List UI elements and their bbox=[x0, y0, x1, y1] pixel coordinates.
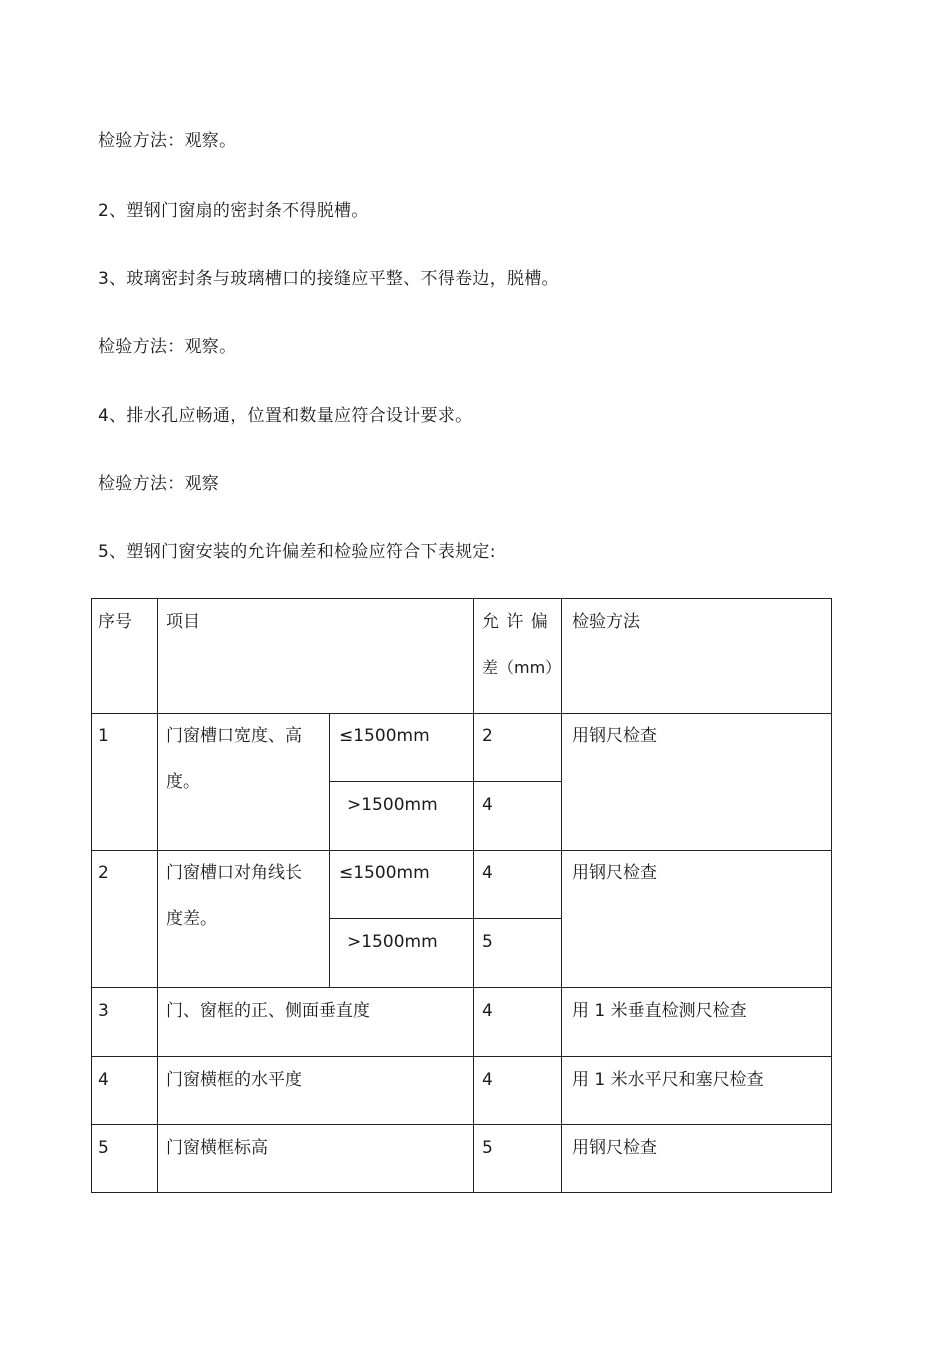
row1-seq: 1 bbox=[98, 726, 109, 746]
row5-method: 用钢尺检查 bbox=[572, 1138, 657, 1158]
header-tolerance-line1: 允 许 偏 bbox=[482, 612, 549, 632]
tolerance-table bbox=[91, 598, 832, 1193]
row2-seq: 2 bbox=[98, 863, 109, 883]
row4-tolerance: 4 bbox=[482, 1070, 493, 1090]
paragraph-item-2: 2、塑钢门窗扇的密封条不得脱槽。 bbox=[98, 201, 369, 221]
header-item: 项目 bbox=[166, 612, 200, 632]
range-column-divider bbox=[329, 713, 330, 987]
paragraph-item-3: 3、玻璃密封条与玻璃槽口的接缝应平整、不得卷边，脱槽。 bbox=[98, 269, 559, 289]
row2-method: 用钢尺检查 bbox=[572, 863, 657, 883]
row3-item: 门、窗框的正、侧面垂直度 bbox=[166, 1001, 370, 1021]
row2-tolerance-1: 4 bbox=[482, 863, 493, 883]
header-seq: 序号 bbox=[98, 612, 132, 632]
row1-item-line1: 门窗槽口宽度、高 bbox=[166, 726, 302, 746]
row1-tolerance-1: 2 bbox=[482, 726, 493, 746]
paragraph-inspection-method-2: 检验方法：观察。 bbox=[98, 337, 237, 357]
row3-tolerance: 4 bbox=[482, 1001, 493, 1021]
column-divider bbox=[157, 599, 158, 1192]
row4-item: 门窗横框的水平度 bbox=[166, 1070, 302, 1090]
row1-range-2: >1500mm bbox=[347, 795, 438, 815]
row2-tolerance-2: 5 bbox=[482, 932, 493, 952]
row1-tolerance-2: 4 bbox=[482, 795, 493, 815]
row1-method: 用钢尺检查 bbox=[572, 726, 657, 746]
row5-tolerance: 5 bbox=[482, 1138, 493, 1158]
paragraph-inspection-method-3: 检验方法：观察 bbox=[98, 474, 220, 494]
row4-seq: 4 bbox=[98, 1070, 109, 1090]
row4-method: 用 1 米水平尺和塞尺检查 bbox=[572, 1070, 764, 1090]
column-divider bbox=[473, 599, 474, 1192]
header-method: 检验方法 bbox=[572, 612, 640, 632]
row1-item-line2: 度。 bbox=[166, 772, 200, 792]
row2-item-line1: 门窗槽口对角线长 bbox=[166, 863, 302, 883]
paragraph-item-4: 4、排水孔应畅通，位置和数量应符合设计要求。 bbox=[98, 406, 473, 426]
row3-seq: 3 bbox=[98, 1001, 109, 1021]
row1-range-1: ≤1500mm bbox=[339, 726, 430, 746]
row3-method: 用 1 米垂直检测尺检查 bbox=[572, 1001, 747, 1021]
paragraph-item-5: 5、塑钢门窗安装的允许偏差和检验应符合下表规定: bbox=[98, 542, 496, 562]
paragraph-inspection-method-1: 检验方法：观察。 bbox=[98, 131, 237, 151]
header-tolerance-line2: 差（mm） bbox=[482, 658, 562, 677]
row5-seq: 5 bbox=[98, 1138, 109, 1158]
row5-item: 门窗横框标高 bbox=[166, 1138, 268, 1158]
row2-item-line2: 度差。 bbox=[166, 909, 217, 929]
row2-range-2: >1500mm bbox=[347, 932, 438, 952]
row2-range-1: ≤1500mm bbox=[339, 863, 430, 883]
